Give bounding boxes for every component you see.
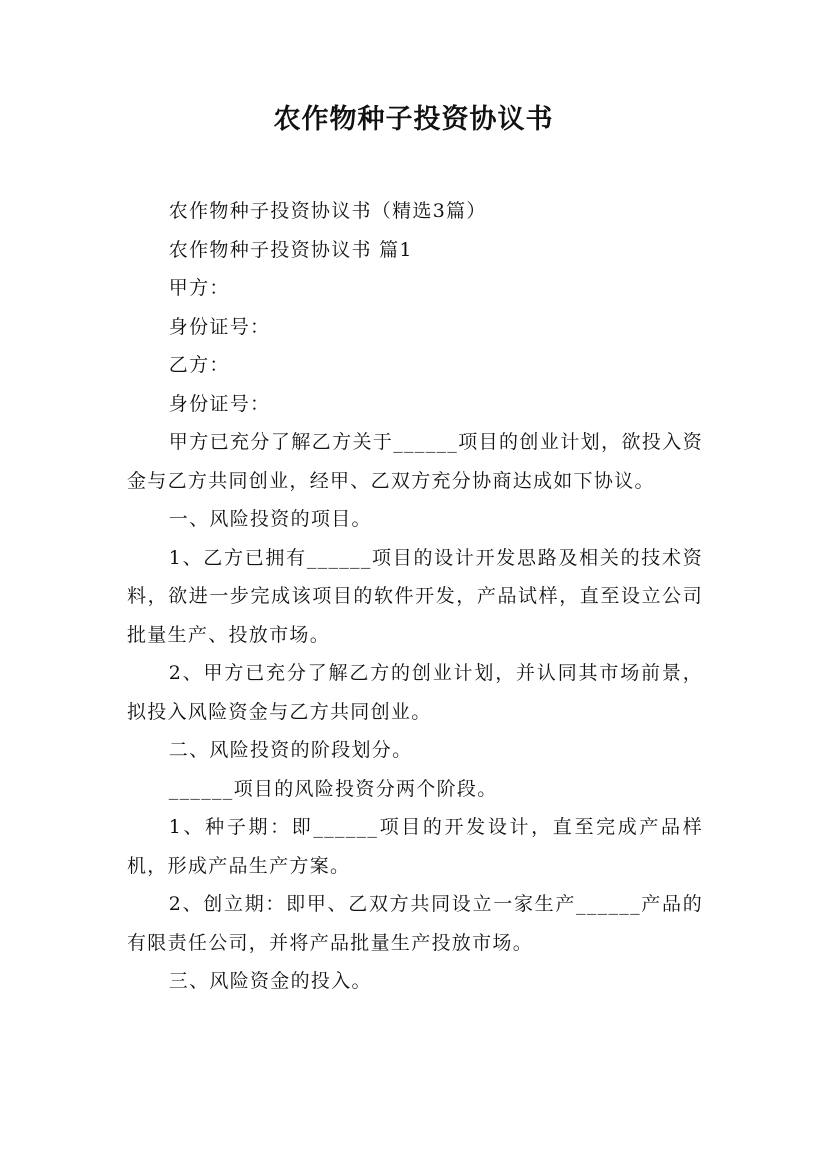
paragraph-collection-heading: 农作物种子投资协议书（精选3篇） [168, 200, 487, 222]
paragraph-section-1-heading: 一、风险投资的项目。 [168, 508, 372, 530]
paragraph-section-2-heading: 二、风险投资的阶段划分。 [168, 739, 413, 761]
paragraph-party-b: 乙方： [168, 354, 230, 376]
paragraph-party-a: 甲方： [168, 277, 230, 299]
document-body [127, 192, 703, 1001]
paragraph-section-1-item-2: 2、甲方已充分了解乙方的创业计划，并认同其市场前景，拟投入风险资金与乙方共同创业。 [127, 662, 703, 723]
paragraph-section-1-item-1: 1、乙方已拥有______项目的设计开发思路及相关的技术资料，欲进一步完成该项目的软件开发，产品试样，直至设立公司批量生产、投放市场。 [127, 546, 703, 646]
paragraph-section-2-item-2: 2、创立期：即甲、乙双方共同设立一家生产______产品的有限责任公司，并将产品批量生产投放市场。 [127, 893, 703, 954]
document-title: 农作物种子投资协议书 [273, 104, 554, 135]
paragraph-section-3-heading: 三、风险资金的投入。 [168, 970, 372, 992]
paragraph-preamble: 甲方已充分了解乙方关于______项目的创业计划，欲投入资金与乙方共同创业，经甲、乙双方充分协商达成如下协议。 [127, 431, 703, 492]
paragraph-section-2-intro: ______项目的风险投资分两个阶段。 [168, 777, 498, 800]
paragraph-party-b-id: 身份证号： [168, 392, 271, 415]
paragraph-party-a-id: 身份证号： [168, 315, 271, 338]
paragraph-article-heading: 农作物种子投资协议书 篇1 [168, 238, 413, 261]
paragraph-section-2-item-1: 1、种子期：即______项目的开发设计，直至完成产品样机，形成产品生产方案。 [127, 816, 703, 877]
